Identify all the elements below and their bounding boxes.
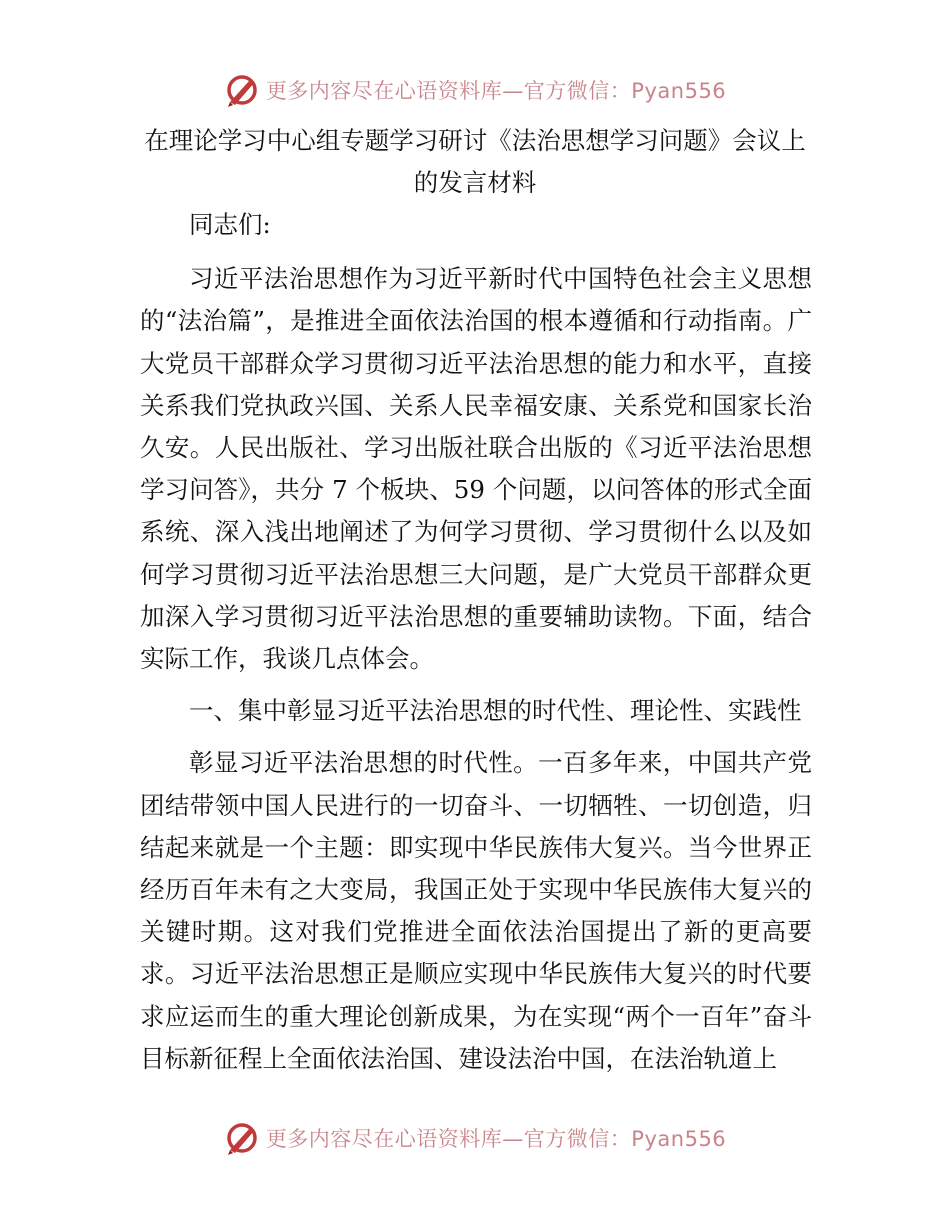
document-title-line-1: 在理论学习中心组专题学习研讨《法治思想学习问题》会议上 [144,126,806,155]
watermark-text: 更多内容尽在心语资料库—官方微信：Pyan556 [265,1127,727,1151]
paragraph-era: 彰显习近平法治思想的时代性。一百多年来，中国共产党团结带领中国人民进行的一切奋斗、一切牺牲、一切创造，归结起来就是一个主题：即实现中华民族伟大复兴。当今世界正经历百年未有之大变局，我国正处于实现中华民族伟大复兴的关键时期。这对我们党推进全面依法治国提出了新的更高要求。习近平法治思想正是顺应实现中华民族伟大复兴的时代要求应运而生的重大理论创新成果，为在实现“两个一百年”奋斗目标新征程上全面依法治国、建设法治中国，在法治轨道上 [140,748,812,1073]
paragraph-intro: 习近平法治思想作为习近平新时代中国特色社会主义思想的“法治篇”，是推进全面依法治国的根本遵循和行动指南。广大党员干部群众学习贯彻习近平法治思想的能力和水平，直接关系我们党执政兴国、关系人民幸福安康、关系党和国家长治久安。人民出版社、学习出版社联合出版的《习近平法治思想学习问答》，共分 7 个板块、59 个问题，以问答体的形式全面系统、深入浅出地阐述了为何学习贯彻、学习贯彻什么以及如何学习贯彻习近平法治思想三大问题，是广大党员干部群众更加深入学习贯彻习近平法治思想的重要辅助读物。下面，结合实际工作，我谈几点体会。 [140,264,812,674]
document-title-line-2: 的发言材料 [413,168,537,197]
pen-logo-icon [224,72,260,108]
greeting: 同志们: [189,210,271,239]
watermark-text: 更多内容尽在心语资料库—官方微信：Pyan556 [265,79,727,103]
section-heading-1: 一、集中彰显习近平法治思想的时代性、理论性、实践性 [189,696,802,726]
document-body [140,204,812,1090]
watermark-footer [0,1118,950,1158]
watermark-header [0,70,950,110]
pen-logo-icon [224,1120,260,1156]
